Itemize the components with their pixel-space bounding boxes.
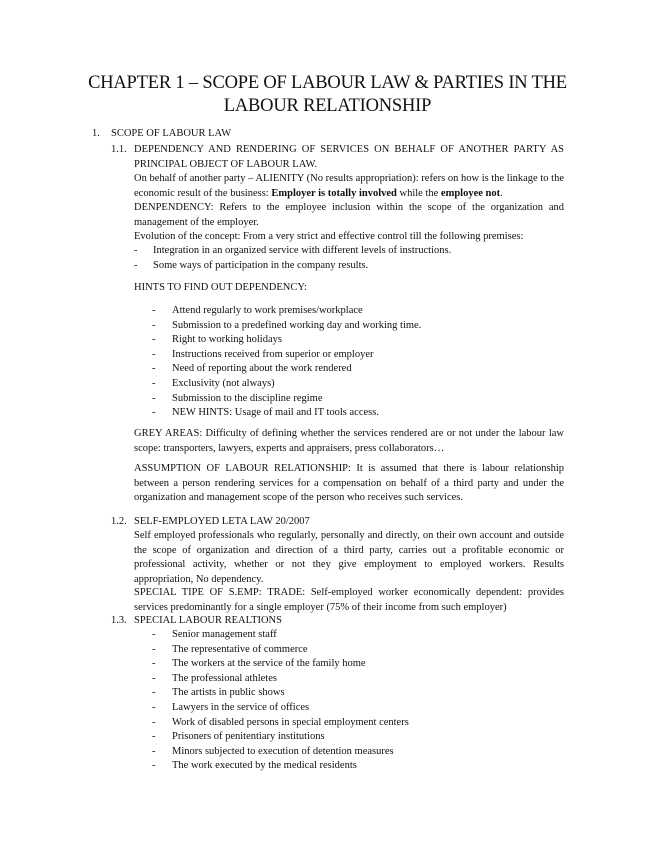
assumption-paragraph: ASSUMPTION OF LABOUR RELATIONSHIP: It is assumed that there is labour relationship between a person rendering services for a compensation on behalf of a third party and under the organization and management scope of the person who receives such services. bbox=[134, 463, 564, 504]
alienity-text-3: . bbox=[500, 187, 503, 199]
list-item-text: Right to working holidays bbox=[172, 334, 282, 346]
subsection-number: 1.3. bbox=[111, 615, 127, 626]
dash-bullet: - bbox=[152, 348, 156, 360]
dash-bullet: - bbox=[152, 658, 156, 670]
subsection-heading: SPECIAL LABOUR REALTIONS bbox=[134, 615, 282, 626]
list-item bbox=[152, 701, 409, 716]
list-item-text: Submission to the discipline regime bbox=[172, 392, 323, 404]
list-item bbox=[152, 745, 409, 760]
list-item-text: Some ways of participation in the company results. bbox=[153, 259, 369, 271]
list-item bbox=[152, 377, 421, 392]
list-item bbox=[152, 362, 421, 377]
section-number: 1. bbox=[92, 128, 100, 139]
list-item bbox=[152, 657, 409, 672]
list-item bbox=[134, 259, 451, 274]
alienity-text-2: while the bbox=[396, 187, 441, 199]
subsection-heading: DEPENDENCY AND RENDERING OF SERVICES ON BEHALF OF ANOTHER PARTY AS PRINCIPAL OBJECT OF LABOUR LAW. bbox=[134, 144, 564, 170]
dash-bullet: - bbox=[152, 629, 156, 640]
dash-bullet: - bbox=[152, 687, 156, 699]
special-relations-list bbox=[152, 628, 409, 774]
list-item bbox=[152, 672, 409, 687]
alienity-paragraph bbox=[134, 172, 564, 201]
list-item-text: Instructions received from superior or employer bbox=[172, 348, 374, 360]
list-item-text: The representative of commerce bbox=[172, 643, 308, 655]
dash-bullet: - bbox=[152, 407, 156, 419]
list-item-text: Need of reporting about the work rendered bbox=[172, 363, 352, 375]
dependency-paragraph: DENPENDENCY: Refers to the employee inclusion within the scope of the organization and management of the employer. bbox=[134, 202, 564, 228]
list-item bbox=[152, 716, 409, 731]
dash-bullet: - bbox=[152, 672, 156, 684]
list-item bbox=[152, 759, 409, 774]
list-item-text: NEW HINTS: Usage of mail and IT tools access. bbox=[172, 407, 379, 419]
list-item-text: Work of disabled persons in special employment centers bbox=[172, 716, 409, 728]
dash-bullet: - bbox=[152, 643, 156, 655]
list-item bbox=[134, 244, 451, 259]
dash-bullet: - bbox=[152, 392, 156, 404]
list-item-text: Integration in an organized service with different levels of instructions. bbox=[153, 245, 452, 256]
alienity-text: On behalf of another party – ALIENITY (No results appropriation): refers on how is the linkage to the economic result of the business: bbox=[134, 173, 564, 199]
list-item bbox=[152, 406, 421, 421]
premises-list bbox=[134, 244, 451, 273]
dash-bullet: - bbox=[152, 760, 156, 772]
list-item bbox=[152, 628, 409, 643]
grey-areas-paragraph: GREY AREAS: Difficulty of defining whether the services rendered are or not under the labour law scope: transporters, lawyers, experts and appraisers, press collaborators… bbox=[134, 428, 564, 454]
hints-heading: HINTS TO FIND OUT DEPENDENCY: bbox=[134, 282, 307, 293]
alienity-bold-employee: employee not bbox=[440, 187, 501, 199]
list-item-text: Senior management staff bbox=[172, 629, 277, 640]
subsection-number: 1.1. bbox=[111, 144, 127, 155]
list-item-text: The workers at the service of the family home bbox=[172, 658, 366, 670]
list-item bbox=[152, 348, 421, 363]
list-item bbox=[152, 686, 409, 701]
subsection-heading: SELF-EMPLOYED LETA LAW 20/2007 bbox=[134, 516, 310, 527]
dash-bullet: - bbox=[152, 363, 156, 375]
list-item bbox=[152, 319, 421, 334]
hints-list bbox=[152, 304, 421, 421]
special-type-paragraph: SPECIAL TIPE OF S.EMP: TRADE: Self-employed worker economically dependent: provides services predominantly for a single employer (75% of their income from such employer) bbox=[134, 587, 564, 613]
list-item-text: The work executed by the medical residents bbox=[172, 760, 357, 772]
subsection-number: 1.2. bbox=[111, 516, 127, 527]
list-item-text: Attend regularly to work premises/workplace bbox=[172, 305, 363, 316]
dash-bullet: - bbox=[152, 334, 156, 346]
list-item-text: Exclusivity (not always) bbox=[172, 377, 275, 389]
list-item bbox=[152, 304, 421, 319]
dash-bullet: - bbox=[152, 745, 156, 757]
list-item-text: The professional athletes bbox=[172, 672, 277, 684]
list-item bbox=[152, 392, 421, 407]
dash-bullet: - bbox=[152, 377, 156, 389]
dash-bullet: - bbox=[152, 731, 156, 743]
self-employed-paragraph: Self employed professionals who regularly, personally and directly, on their own account and outside the scope of organization and direction of a third party, carries out a profitable economic or professional activity, whether or not they give employment to employed workers. Results appropriation, No dependency. bbox=[134, 530, 564, 585]
list-item bbox=[152, 333, 421, 348]
section-heading: SCOPE OF LABOUR LAW bbox=[111, 128, 232, 139]
list-item-text: Lawyers in the service of offices bbox=[172, 701, 310, 713]
list-item-text: Submission to a predefined working day and working time. bbox=[172, 319, 422, 331]
list-item-text: Prisoners of penitentiary institutions bbox=[172, 731, 325, 743]
dash-bullet: - bbox=[134, 259, 138, 271]
alienity-bold-employer: Employer is totally involved bbox=[271, 187, 397, 199]
dash-bullet: - bbox=[152, 319, 156, 331]
dash-bullet: - bbox=[152, 701, 156, 713]
dash-bullet: - bbox=[152, 716, 156, 728]
dash-bullet: - bbox=[152, 305, 156, 316]
dash-bullet: - bbox=[134, 245, 138, 256]
list-item-text: The artists in public shows bbox=[172, 687, 285, 699]
evolution-paragraph: Evolution of the concept: From a very strict and effective control till the following premises: bbox=[134, 231, 524, 242]
page-title: CHAPTER 1 – SCOPE OF LABOUR LAW & PARTIES IN THE LABOUR RELATIONSHIP bbox=[88, 73, 567, 116]
list-item bbox=[152, 730, 409, 745]
list-item bbox=[152, 643, 409, 658]
list-item-text: Minors subjected to execution of detention measures bbox=[172, 745, 394, 757]
